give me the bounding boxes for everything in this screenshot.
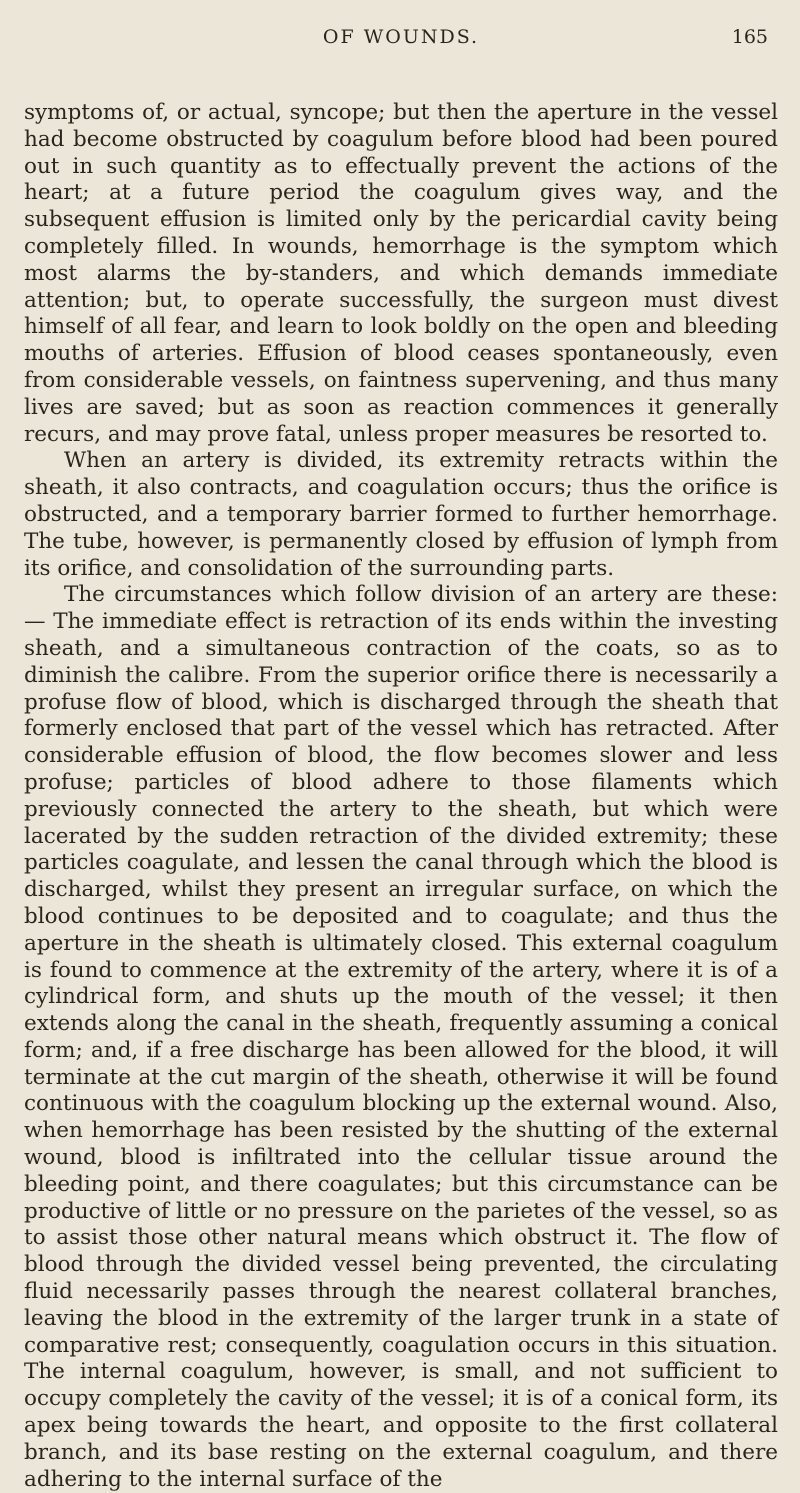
- page-number: 165: [731, 26, 768, 48]
- running-title: OF WOUNDS.: [322, 26, 480, 48]
- paragraph-circumstances: The circumstances which follow division of an artery are these: — The immediate effect is retraction of its ends within the investing sheath, and a simultaneous contraction of the coats, so as to diminish the calibre. From the superior orifice there is necessarily a profuse flow of blood, which is discharged through the sheath that formerly enclosed that part of the vessel which has retracted. After considerable effusion of blood, the flow becomes slower and less profuse; particles of blood adhere to those filaments which previously connected the artery to the sheath, but which were lacerated by the sudden retraction of the divided extremity; these particles coagulate, and lessen the canal through which the blood is discharged, whilst they present an irregular surface, on which the blood continues to be deposited and to coagulate; and thus the aperture in the sheath is ultimately closed. This external coagulum is found to commence at the extremity of the artery, where it is of a cylindrical form, and shuts up the mouth of the vessel; it then extends along the canal in the sheath, frequently assuming a conical form; and, if a free discharge has been allowed for the blood, it will terminate at the cut margin of the sheath, otherwise it will be found continuous with the coagulum blocking up the external wound. Also, when hemorrhage has been resisted by the shutting of the external wound, blood is infiltrated into the cellular tissue around the bleeding point, and there coagulates; but this circumstance can be productive of little or no pressure on the parietes of the vessel, so as to assist those other natural means which obstruct it. The flow of blood through the divided vessel being prevented, the circulating fluid necessarily passes through the nearest collateral branches, leaving the blood in the extremity of the larger trunk in a state of comparative rest; consequently, coagulation occurs in this situation. The internal coagulum, however, is small, and not sufficient to occupy completely the cavity of the vessel; it is of a conical form, its apex being towards the heart, and opposite to the first collateral branch, and its base resting on the external coagulum, and there adhering to the internal surface of the: [24, 582, 778, 1492]
- body-text: [24, 100, 778, 1493]
- paragraph-continued: symptoms of, or actual, syncope; but then the aperture in the vessel had become obstructed by coagulum before blood had been poured out in such quantity as to effectually prevent the actions of the heart; at a future period the coagulum gives way, and the subsequent effusion is limited only by the pericardial cavity being completely filled. In wounds, hemorrhage is the symptom which most alarms the by-standers, and which demands immediate attention; but, to operate successfully, the surgeon must divest himself of all fear, and learn to look boldly on the open and bleeding mouths of arteries. Effusion of blood ceases spontaneously, even from considerable vessels, on faintness supervening, and thus many lives are saved; but as soon as reaction commences it generally recurs, and may prove fatal, unless proper measures be resorted to.: [24, 100, 778, 447]
- paragraph-artery-divided: When an artery is divided, its extremity retracts within the sheath, it also contracts, and coagulation occurs; thus the orifice is obstructed, and a temporary barrier formed to further hemorrhage. The tube, however, is permanently closed by effusion of lymph from its orifice, and consolidation of the surrounding parts.: [24, 448, 778, 581]
- running-head: [24, 18, 778, 58]
